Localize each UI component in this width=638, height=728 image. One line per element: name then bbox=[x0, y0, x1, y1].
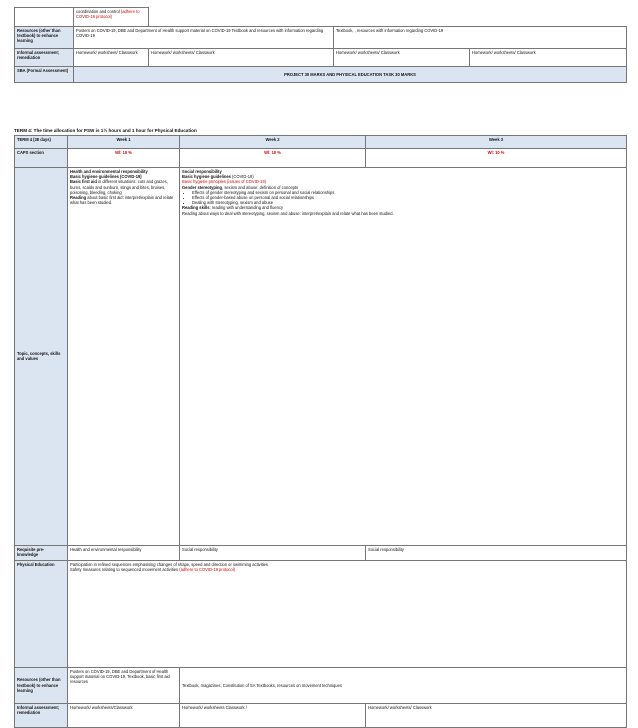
res-cell: Posters on COVID-19, DBE and Department of Health support material on COVID-19, Textbook, basic first aid resources bbox=[68, 667, 180, 703]
sba-label: SBA (Formal Assessment) bbox=[15, 67, 74, 83]
week2-3-topics bbox=[180, 168, 627, 546]
pe-a-line1: Participation in refined sequences emphasising changes of shape, speed and direction or swimming activities bbox=[70, 561, 268, 567]
resources-cell-b: Textbook, , resources with information regarding COVID-19 bbox=[334, 27, 627, 49]
inf-cell: Homework/ worksheets Classwork / bbox=[180, 703, 366, 727]
top-row0-text: coordination and control bbox=[76, 9, 120, 14]
resources-cell-a: Posters on COVID-19, DBE and Department of Health support material on COVID-19 Textbook and resources with information regarding COVID-19 bbox=[74, 27, 334, 49]
weighting: Wl: 10 % bbox=[180, 149, 366, 168]
pe-a-line2: Safety measures relating to sequenced movement activities bbox=[70, 566, 179, 572]
covid-protocol-note: (adhere to COVID-19 protocol) bbox=[76, 9, 140, 20]
inf-cell: Homework/ worksheets/Classwork bbox=[68, 703, 180, 727]
informal-cell: Homework/ worksheets/ Classwork bbox=[470, 49, 627, 67]
caps-label: CAPS section bbox=[15, 149, 68, 168]
top-row0-cell bbox=[74, 8, 149, 27]
list-item: • Effects of gender stereotyping and sexism on personal and social relationships bbox=[192, 190, 624, 195]
term4-table bbox=[14, 135, 627, 728]
term-caption: TERM 4: The time allocation for PSW is 1½ hours and 1 hour for Physical Education bbox=[14, 128, 197, 133]
res-cell: Textbook, magazines, Constitution of SA Textbooks, resources on movement techniques bbox=[180, 667, 627, 703]
informal-cell: Homework/ worksheets/ Classwork bbox=[149, 49, 334, 67]
top-table bbox=[14, 7, 627, 83]
w2-reading-label: Reading skills bbox=[182, 205, 210, 211]
w2-hygiene-covid: (COVID-19) bbox=[230, 174, 254, 180]
w2-covid-note: Basic hygiene principles (issues of COVID-19) bbox=[182, 179, 266, 185]
w1-hygiene: Basic hygiene guidelines (COVID-19) bbox=[70, 174, 142, 180]
w2-gender-text: , sexism and abuse: definition of concepts bbox=[222, 184, 299, 190]
topics-label: Topic, concepts, skills and values bbox=[15, 168, 68, 546]
prereq-cell: Social responsibility bbox=[366, 545, 627, 560]
inf-label: Informal assessment; remediation bbox=[15, 703, 68, 727]
informal-label: Informal assessment; remediation bbox=[15, 49, 74, 67]
list-item: • Dealing with stereotyping, sexism and abuse bbox=[192, 200, 624, 205]
prereq-cell: Social responsibility bbox=[180, 545, 366, 560]
w2-heading: Social responsibility bbox=[182, 169, 222, 175]
w2-reading-text: : reading with understanding and fluency bbox=[209, 205, 284, 211]
res-label: Resources (other than textbook) to enhance learning bbox=[15, 667, 68, 703]
w1-firstaid-label: Basic first aid bbox=[70, 179, 97, 185]
prereq-label: Requisite pre-knowledge bbox=[15, 545, 68, 560]
w1-reading-label: Reading bbox=[70, 195, 87, 201]
w1-heading: Health and environmental responsibility bbox=[70, 169, 148, 175]
sba-text: PROJECT 30 MARKS AND PHYSICAL EDUCATION TASK 30 MARKS bbox=[74, 67, 627, 83]
term-label: TERM 4 (38 days) bbox=[15, 136, 68, 149]
w1-reading-text: about basic first aid: interpret/explain and relate what has been studied. bbox=[70, 195, 174, 206]
week-header: Week 1 bbox=[68, 136, 180, 149]
prereq-cell: Health and environmental responsibility bbox=[68, 545, 180, 560]
week-header: Week 2 bbox=[180, 136, 366, 149]
w2-gender-label: Gender stereotyping bbox=[182, 184, 223, 190]
w2-hygiene: Basic hygiene guidelines bbox=[182, 174, 231, 180]
w1-firstaid-text: in different situations: cuts and grazes, burns, scalds and sunburn, stings and bites, bruises, poisoning, bleeding, choking bbox=[70, 179, 168, 195]
list-item: • Effects of gender-based abuse on personal and social relationships bbox=[192, 195, 624, 200]
resources-label: Resources (other than textbook) to enhance learning bbox=[15, 27, 74, 49]
weighting: Wl: 10 % bbox=[366, 149, 627, 168]
informal-cell: Homework/ worksheet/ Classwork bbox=[74, 49, 149, 67]
pe-a-covid-note: (adhere to COVID-19 protocol) bbox=[179, 566, 235, 572]
week-header: Week 3 bbox=[366, 136, 627, 149]
w2-bullets bbox=[182, 190, 624, 206]
week1-topics bbox=[68, 168, 180, 546]
weighting: Wl: 10 % bbox=[68, 149, 180, 168]
pe-cell-a bbox=[68, 560, 627, 667]
pe-label: Physical Education bbox=[15, 560, 68, 667]
w2-reading-2: Reading about ways to deal with stereotyping, sexism and abuse: interpret/explain and relate what has been studied. bbox=[182, 210, 394, 216]
informal-cell: Homework/ worksheets/ Classwork bbox=[334, 49, 470, 67]
inf-cell: Homework/ worksheets/ Classwork bbox=[366, 703, 627, 727]
